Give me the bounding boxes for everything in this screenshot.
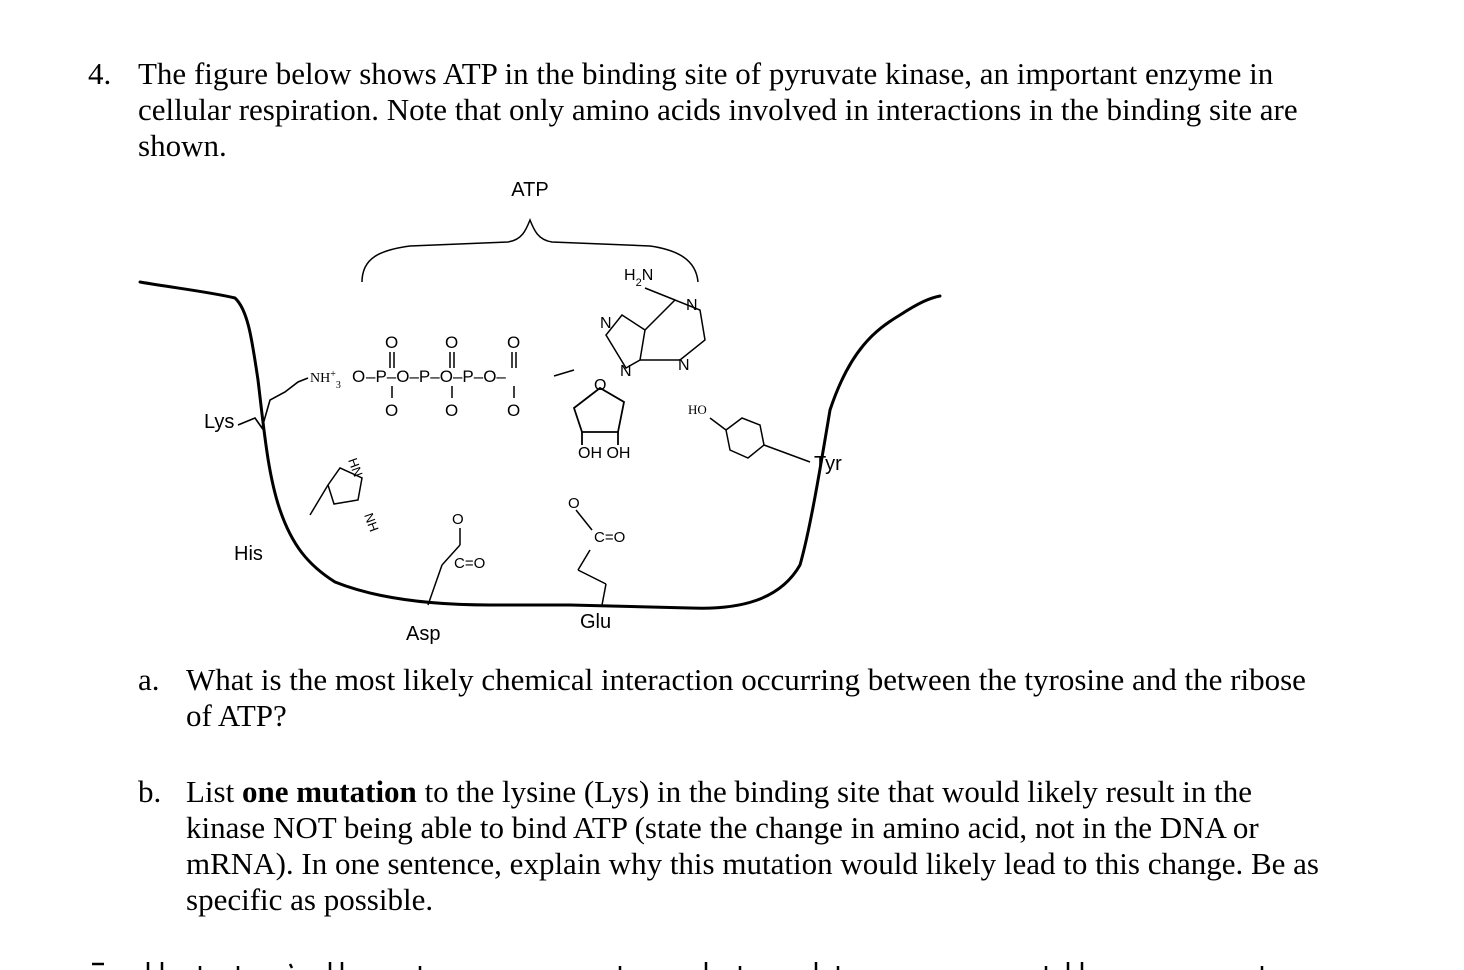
question-number: 4. [88, 56, 112, 91]
svg-text:HO: HO [688, 402, 707, 417]
svg-text:NH: NH [361, 510, 382, 534]
residue-asp-label: Asp [406, 623, 441, 645]
svg-text:–P–O–P–O–P–O–: –P–O–P–O–P–O– [366, 367, 506, 386]
part-b-label: b. [138, 774, 162, 809]
svg-text:C=O: C=O [594, 529, 626, 546]
svg-text:NH+3: $NH^+_3$ [310, 368, 341, 391]
svg-text:N: N [686, 297, 698, 314]
svg-text:O: O [507, 333, 521, 352]
svg-text:O: O [594, 377, 607, 394]
svg-text:O: O [352, 367, 366, 386]
next-question-fragment [0, 954, 1464, 970]
svg-text:C=O: C=O [454, 555, 486, 572]
svg-text:N: N [620, 363, 632, 380]
residue-glu-label: Glu [580, 611, 612, 633]
part-b-text-start: List [186, 774, 242, 809]
svg-text:O: O [445, 333, 459, 352]
part-b-text-end: to the lysine (Lys) in the binding site that would likely result in the kinase NOT being able to bind ATP (state the change in amino acid, not in the DNA or mRNA). In one sentence, explain why this mutation would likely lead to this change. Be as specific as possible. [186, 774, 1319, 917]
svg-text:O: O [568, 495, 580, 512]
part-b-bold: one mutation [241, 774, 417, 809]
binding-site-figure [130, 170, 960, 650]
residue-tyr-label: Tyr [814, 453, 842, 475]
residue-his-label: His [234, 543, 263, 565]
svg-text:OH OH: OH OH [578, 445, 631, 462]
part-a-label: a. [138, 662, 160, 697]
svg-text:O: O [452, 511, 464, 528]
svg-text:O: O [445, 401, 459, 420]
svg-text:N: N [678, 357, 690, 374]
svg-text:H2N: $H_2N$ [624, 267, 654, 289]
svg-text:N: N [600, 315, 612, 332]
part-b-text [186, 774, 1336, 918]
part-a-text: What is the most likely chemical interaction occurring between the tyrosine and the ribose of ATP? [186, 662, 1306, 733]
residue-lys-label: Lys [204, 411, 235, 433]
question-text: The figure below shows ATP in the binding site of pyruvate kinase, an important enzyme in cellular respiration. Note that only amino acids involved in interactions in the binding site are shown. [138, 56, 1298, 163]
atp-label: ATP [511, 179, 549, 201]
svg-text:O: O [507, 401, 521, 420]
svg-text:HN: HN [345, 455, 366, 479]
svg-text:O: O [385, 333, 399, 352]
svg-text:O: O [385, 401, 399, 420]
